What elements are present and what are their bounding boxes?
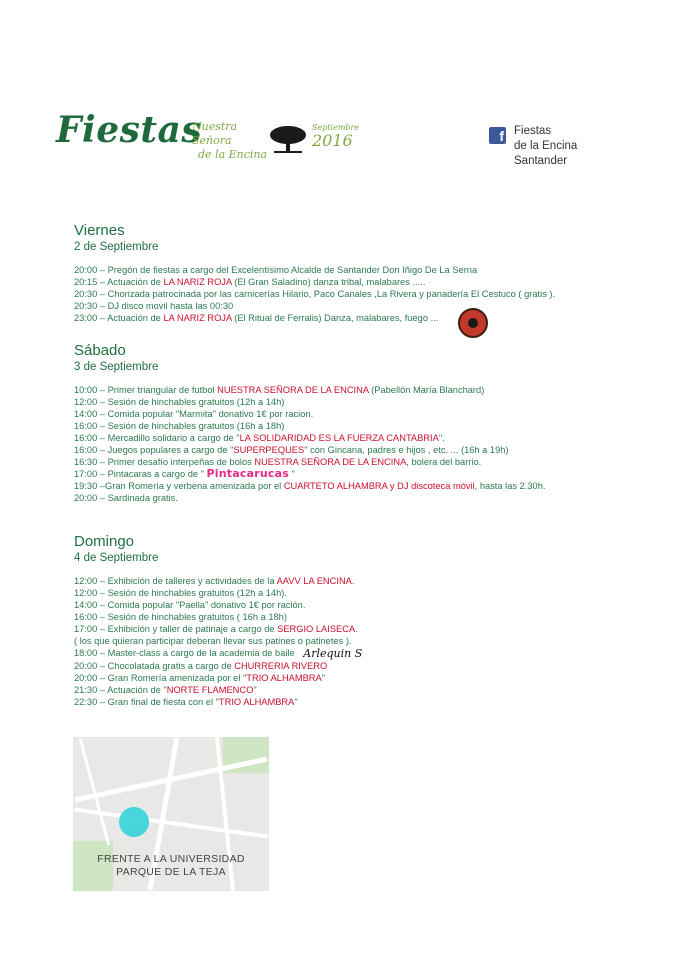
event-item: 20:00 – Sardinada gratis. [74,493,178,503]
logo-title: Fiestas [56,109,203,151]
event-item: 22:30 – Gran final de fiesta con el "TRIO ALHAMBRA" [74,696,298,707]
location-marker-icon [119,807,149,837]
event-item: 16:00 – Sesión de hinchables gratuitos ( 16h a 18h) [74,612,287,622]
event-item: 23:00 – Actuación de LA NARIZ ROJA (El Ritual de Ferralis) Danza, malabares, fuego ... [74,313,439,323]
day-title: Sábado [74,342,126,359]
location-map [73,737,269,891]
section-domingo [74,532,362,708]
event-item: 21:30 – Actuación de "NORTE FLAMENCO" [74,684,257,695]
day-date: 4 de Septiembre [74,552,159,564]
section-viernes [74,221,555,324]
event-item: 20:30 – DJ disco movil hasta las 00:30 [74,301,234,311]
section-sabado [74,341,545,504]
day-date: 3 de Septiembre [74,361,159,373]
facebook-line: Fiestas [514,125,552,137]
event-item: 16:00 – Sesión de hinchables gratuitos (16h a 18h) [74,421,285,431]
facebook-icon: f [489,127,506,144]
day-title: Domingo [74,533,135,550]
event-item: 16:00 – Mercadillo solidario a cargo de "LA SOLIDARIDAD ES LA FUERZA CANTABRIA". [74,433,445,443]
pintacarucas-logo: Pintacarucas [206,467,289,480]
event-item: 16:00 – Juegos populares a cargo de "SUPERPEQUES" con Gincana, padres e hijos , etc. ... (16h a 19h) [74,445,509,455]
facebook-line: de la Encina [514,140,578,152]
logo-subtitle-line1: Nuestra Señora [192,120,238,147]
event-item: 12:00 – Exhibición de talleres y actividades de la AAVV LA ENCINA. [74,576,355,586]
day-date: 2 de Septiembre [74,241,159,253]
event-item: ( los que quieran participar deberan llevar sus patines o patinetes ). [74,636,352,646]
event-item: 20:15 – Actuación de LA NARIZ ROJA (El Gran Saladino) danza tribal, malabares ..... [74,277,426,287]
facebook-reference [489,124,577,169]
map-caption-line2: PARQUE DE LA TEJA [116,866,226,878]
event-item: 17:00 – Pintacaras a cargo de " Pintacarucas " [74,467,295,480]
event-item: 20:00 – Gran Romería amenizada por el "TRIO ALHAMBRA" [74,672,326,683]
event-item: 20:00 – Chocolatada gratis a cargo de CHURRERIA RIVERO [74,660,328,671]
logo-year: 2016 [312,131,353,150]
logo-subtitle-line2: de la Encina [198,148,268,161]
facebook-page-name [514,124,577,169]
event-item: 10:00 – Primer triangular de futbol NUESTRA SEÑORA DE LA ENCINA (Pabellón María Blanchard) [74,385,485,395]
event-item: 17:00 – Exhibición y taller de patinaje a cargo de SERGIO LAISECA. [74,624,358,634]
logo-subtitle [192,120,272,162]
event-item: 14:00 – Comida popular "Marmita" donativo 1€ por racion. [74,409,314,419]
event-item: 14:00 – Comida popular "Paella" donativo 1€ por ración. [74,600,306,610]
day-title: Viernes [74,222,125,239]
facebook-line: Santander [514,155,568,167]
event-item: 18:00 – Master-class a cargo de la academia de baile Arlequin S [74,646,363,660]
event-item: 12:00 – Sesión de hinchables gratuitos (12h a 14h). [74,588,287,598]
event-item: 20:30 – Chorizada patrocinada por las carnicerías Hilario, Paco Canales ,La Rivera y panadería El Cestuco ( gratis ). [74,289,556,299]
fiestas-logo [56,108,360,161]
academy-signature-logo: Arlequin S [303,646,363,660]
nariz-roja-logo-icon [458,308,488,338]
map-caption [73,853,269,879]
oak-tree-icon [268,124,308,154]
event-item: 20:00 – Pregón de fiestas a cargo del Excelentísimo Alcalde de Santander Don Iñigo De La Serna [74,265,478,275]
event-list [74,384,545,504]
map-caption-line1: FRENTE A LA UNIVERSIDAD [97,853,245,865]
event-item: 16:30 – Primer desafío interpeñas de bolos NUESTRA SEÑORA DE LA ENCINA, bolera del barrio. [74,457,482,467]
event-list [74,575,362,708]
event-item: 12:00 – Sesión de hinchables gratuitos (12h a 14h) [74,397,285,407]
logo-month: Septiembre [312,123,360,132]
event-item: 19:30 –Gran Romería y verbena amenizada por el CUARTETO ALHAMBRA y DJ discoteca móvil, hasta las 2.30h. [74,481,546,491]
